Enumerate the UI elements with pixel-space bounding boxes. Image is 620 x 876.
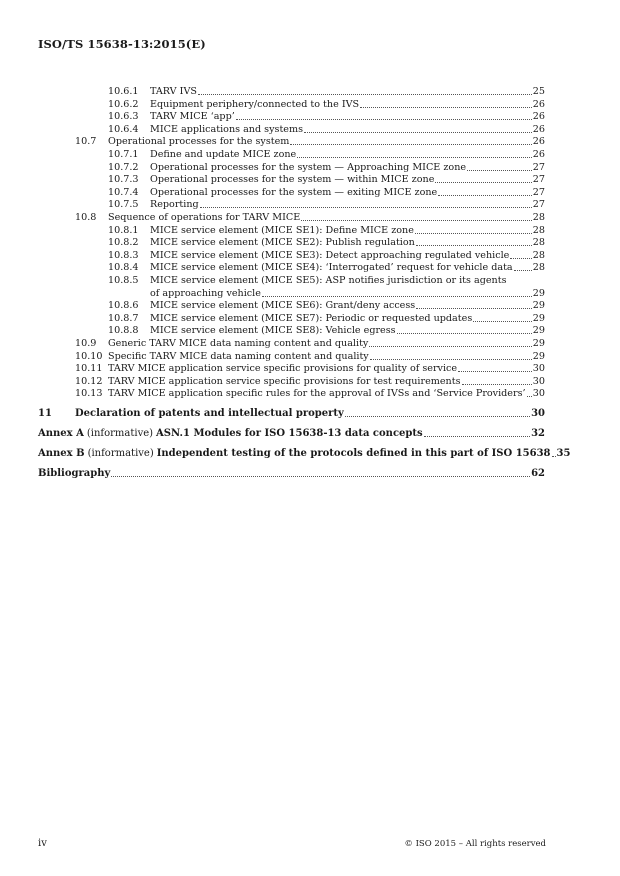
dot-leader [438,195,532,196]
dot-leader [514,270,532,271]
toc-page: 30 [532,388,545,400]
toc-title: TARV IVS [150,86,197,97]
dot-leader [416,308,532,309]
dot-leader [297,157,532,158]
toc-title: MICE service element (MICE SE7): Periodic or requested updates [150,312,473,324]
toc-entry[interactable] [75,212,545,223]
toc-page: 35 [556,448,571,459]
annex-label: Annex A [38,428,84,439]
toc-entry[interactable] [108,325,545,336]
dot-leader [415,233,532,234]
toc-title: Declaration of patents and intellectual property [75,408,344,419]
toc-entry-first-line[interactable] [108,275,545,286]
toc-title: MICE service element (MICE SE5): ASP notifies jurisdiction or its agents [150,275,507,286]
toc-title: MICE applications and systems [150,123,303,135]
toc-page: 29 [532,312,545,324]
toc-number: 10.8.6 [108,300,139,312]
toc-number: 10.7.2 [108,161,139,173]
toc-page: 26 [532,98,545,110]
toc-number: 10.9 [75,338,97,349]
dot-leader [370,359,532,360]
toc-entry[interactable] [75,363,545,374]
toc-number: 10.13 [75,388,103,400]
toc-entry[interactable] [75,338,545,349]
toc-number: 10.7.1 [108,149,139,160]
toc-entry[interactable] [108,149,545,160]
toc-page: 28 [532,262,545,274]
toc-number: 10.8.5 [108,275,139,286]
toc-page: 28 [532,212,545,223]
toc-title: Bibliography [38,468,111,479]
toc-page: 29 [532,350,545,362]
toc-number: 10.8.8 [108,325,139,337]
dot-leader [369,346,531,347]
toc-title: Operational processes for the system — Approaching MICE zone [150,161,467,173]
toc-number: 10.8.7 [108,312,139,324]
toc-number: 10.8.4 [108,262,139,274]
toc-title: TARV MICE ‘app’ [150,111,235,123]
toc-title: MICE service element (MICE SE8): Vehicle egress [150,325,396,337]
toc-entry[interactable] [108,99,545,110]
toc-entry[interactable] [75,136,545,147]
toc-number: 10.6.1 [108,86,139,97]
toc-title: Operational processes for the system [108,136,290,148]
toc-number: 10.7.5 [108,199,139,211]
toc-title: Specific TARV MICE data naming content and quality [108,350,369,362]
dot-leader [301,220,532,221]
copyright-notice: © ISO 2015 – All rights reserved [404,839,546,849]
toc-title: TARV MICE application specific rules for the approval of IVSs and ‘Service Providers’ [108,388,526,400]
annex-qualifier: (informative) [86,428,154,439]
toc-entry[interactable] [108,313,545,324]
toc-entry[interactable] [108,111,545,122]
dot-leader [510,258,531,259]
toc-title: Sequence of operations for TARV MICE [108,212,301,223]
toc-title: Equipment periphery/connected to the IVS [150,98,360,110]
toc-entry[interactable] [108,86,545,97]
dot-leader [424,436,530,437]
annex-qualifier: (informative) [87,448,154,459]
toc-page: 30 [532,363,545,375]
toc-title-continuation: of approaching vehicle [150,287,261,299]
toc-number: 11 [38,408,52,419]
dot-leader [304,132,532,133]
toc-number: 10.8.1 [108,224,139,236]
toc-page: 28 [532,249,545,261]
dot-leader [416,245,532,246]
toc-annex-entry[interactable] [38,448,571,459]
toc-entry[interactable] [75,388,545,399]
toc-number: 10.11 [75,363,103,375]
toc-entry[interactable] [108,187,545,198]
toc-entry[interactable] [108,199,545,210]
toc-page: 27 [532,161,545,173]
toc-number: 10.8.2 [108,237,139,249]
toc-title: MICE service element (MICE SE1): Define MICE zone [150,224,414,236]
toc-entry[interactable] [108,174,545,185]
toc-page: 28 [532,237,545,249]
toc-page: 29 [532,300,545,312]
toc-main-entry[interactable] [38,408,545,419]
dot-leader [397,333,532,334]
dot-leader [552,456,556,457]
toc-number: 10.7 [75,136,97,148]
toc-number: 10.7.4 [108,186,139,198]
dot-leader [473,321,532,322]
toc-title: Define and update MICE zone [150,149,297,160]
dot-leader [458,371,532,372]
dot-leader [200,207,532,208]
toc-number: 10.8.3 [108,249,139,261]
toc-number: 10.12 [75,375,103,387]
toc-title: TARV MICE application service specific provisions for test requirements [108,375,461,387]
toc-entry[interactable] [108,162,545,173]
toc-page: 26 [532,123,545,135]
toc-entry[interactable] [75,376,545,387]
dot-leader [198,94,532,95]
toc-page: 26 [532,136,545,148]
toc-entry[interactable] [108,262,545,273]
toc-title: TARV MICE application service specific provisions for quality of service [108,363,458,375]
toc-page: 27 [532,186,545,198]
toc-page: 26 [532,149,545,160]
toc-page: 29 [532,287,545,299]
toc-entry[interactable] [108,250,545,261]
toc-title: MICE service element (MICE SE3): Detect approaching regulated vehicle [150,249,510,261]
toc-page: 26 [532,111,545,123]
dot-leader [527,396,532,397]
toc-number: 10.6.4 [108,123,139,135]
dot-leader [345,416,530,417]
toc-page: 32 [531,428,545,439]
toc-number: 10.6.3 [108,111,139,123]
toc-page: 27 [532,174,545,186]
toc-title: MICE service element (MICE SE2): Publish regulation [150,237,415,249]
toc-page: 30 [532,375,545,387]
toc-title: Generic TARV MICE data naming content and quality [108,338,369,349]
toc-title: Operational processes for the system — exiting MICE zone [150,186,438,198]
dot-leader [435,182,531,183]
toc-number: 10.7.3 [108,174,139,186]
dot-leader [462,384,532,385]
toc-page: 62 [531,468,545,479]
toc-title: MICE service element (MICE SE4): ‘Interrogated’ request for vehicle data [150,262,513,274]
toc-page: 27 [532,199,545,211]
dot-leader [290,144,531,145]
dot-leader [262,296,532,297]
toc-title: Operational processes for the system — within MICE zone [150,174,435,186]
toc-title: Reporting [150,199,199,211]
annex-label: Annex B [38,448,85,459]
dot-leader [467,170,532,171]
toc-entry[interactable] [108,124,545,135]
toc-page: 30 [531,408,545,419]
toc-number: 10.8 [75,212,97,223]
toc-number: 10.6.2 [108,98,139,110]
toc-bibliography-entry[interactable] [38,468,545,479]
toc-number: 10.10 [75,350,103,362]
document-id-header: ISO/TS 15638-13:2015(E) [38,37,206,51]
toc-title: ASN.1 Modules for ISO 15638-13 data concepts [156,428,423,439]
toc-entry[interactable] [108,300,545,311]
toc-page: 28 [532,224,545,236]
toc-entry[interactable] [75,351,545,362]
toc-page: 29 [532,338,545,349]
toc-entry[interactable] [108,225,545,236]
toc-title: MICE service element (MICE SE6): Grant/deny access [150,300,416,312]
dot-leader [360,107,532,108]
dot-leader [236,119,532,120]
toc-page: 25 [532,86,545,97]
dot-leader [111,476,530,477]
toc-entry[interactable] [108,237,545,248]
toc-entry-continuation[interactable] [150,288,545,299]
page-number: iv [38,838,47,849]
toc-title: Independent testing of the protocols defined in this part of ISO 15638 [156,448,551,459]
toc-page: 29 [532,325,545,337]
toc-annex-entry[interactable] [38,428,545,439]
